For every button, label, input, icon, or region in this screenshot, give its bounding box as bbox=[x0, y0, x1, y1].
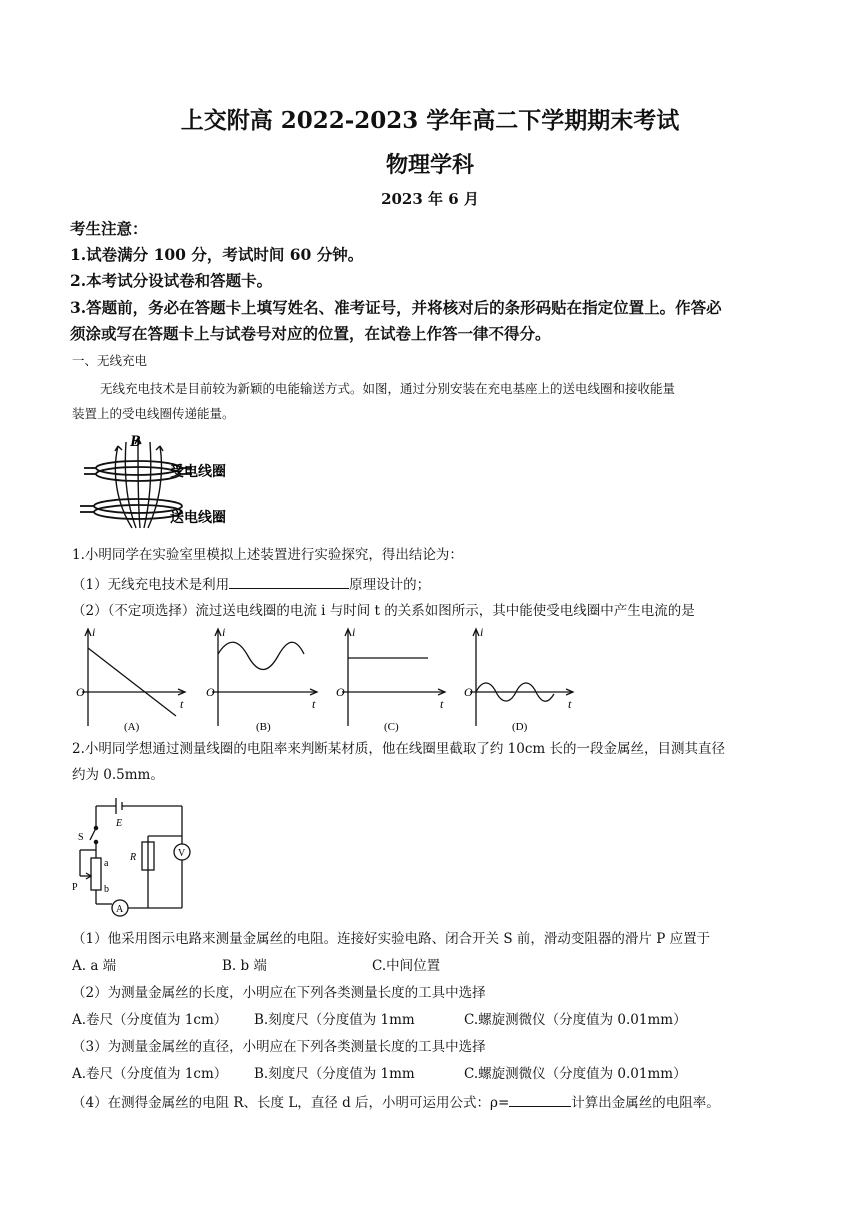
graph-c-label: (C) bbox=[384, 721, 399, 733]
graph-a-x: t bbox=[180, 697, 184, 711]
q2-part1-option-b[interactable]: B. b 端 bbox=[222, 958, 267, 974]
graph-c-x: t bbox=[440, 697, 444, 711]
q1-stem: 1.小明同学在实验室里模拟上述装置进行实验探究，得出结论为： bbox=[72, 547, 463, 563]
graph-d-origin: O bbox=[464, 685, 473, 699]
notice-item-3-cont: 须涂或写在答题卡上与试卷号对应的位置，在试卷上作答一律不得分。 bbox=[70, 324, 551, 343]
graph-d-y: i bbox=[480, 625, 484, 639]
q2-part1-options bbox=[72, 957, 772, 975]
q2-part1-option-a[interactable]: A. a 端 bbox=[72, 958, 117, 974]
switch-label: S bbox=[78, 832, 84, 843]
q1-part1-blank[interactable] bbox=[229, 574, 349, 589]
q2-part3-option-b[interactable]: B.刻度尺（分度值为 1mm bbox=[254, 1066, 415, 1082]
q2-part4-blank[interactable] bbox=[509, 1092, 571, 1107]
q2-part3-option-c[interactable]: C.螺旋测微仪（分度值为 0.01mm） bbox=[464, 1066, 687, 1082]
q2-part2-option-a[interactable]: A.卷尺（分度值为 1cm） bbox=[72, 1012, 228, 1028]
notice-item-3: 3.答题前，务必在答题卡上填写姓名、准考证号，并将核对后的条形码贴在指定位置上。作答必 bbox=[70, 298, 722, 317]
battery-label: E bbox=[116, 818, 123, 829]
graph-d-label: (D) bbox=[512, 721, 528, 733]
graph-a-label: (A) bbox=[124, 721, 140, 733]
end-a-label: a bbox=[104, 858, 109, 869]
q2-stem-2: 约为 0.5mm。 bbox=[72, 767, 164, 783]
graph-d-x: t bbox=[568, 697, 572, 711]
coil-figure bbox=[72, 432, 262, 532]
slider-label: P bbox=[72, 882, 78, 893]
q2-part3: （3）为测量金属丝的直径，小明应在下列各类测量长度的工具中选择 bbox=[72, 1039, 486, 1055]
exam-title: 上交附高 2022-2023 学年高二下学期期末考试 bbox=[180, 107, 680, 134]
notice-item-2: 2.本考试分设试卷和答题卡。 bbox=[70, 271, 273, 290]
graph-b-y: i bbox=[222, 625, 226, 639]
end-b-label: b bbox=[104, 884, 109, 895]
q2-part4-before: （4）在测得金属丝的电阻 R、长度 L，直径 d 后，小明可运用公式：ρ= bbox=[72, 1095, 510, 1111]
receive-coil-label: 受电线圈 bbox=[170, 465, 226, 480]
graph-a-y: i bbox=[92, 625, 96, 639]
q2-part2-option-b[interactable]: B.刻度尺（分度值为 1mm bbox=[254, 1012, 415, 1028]
q2-part2: （2）为测量金属丝的长度，小明应在下列各类测量长度的工具中选择 bbox=[72, 985, 486, 1001]
q2-part1: （1）他采用图示电路来测量金属丝的电阻。连接好实验电路、闭合开关 S 前，滑动变阻器的滑片 P 应置于 bbox=[72, 931, 711, 947]
circuit-diagram bbox=[72, 792, 212, 920]
q2-part4 bbox=[72, 1092, 720, 1112]
current-graphs bbox=[72, 624, 592, 734]
q2-part3-options bbox=[72, 1065, 792, 1083]
resistor-label: R bbox=[130, 852, 137, 863]
exam-subject: 物理学科 bbox=[385, 152, 474, 178]
graph-b-label: (B) bbox=[256, 721, 271, 733]
q2-stem-1: 2.小明同学想通过测量线圈的电阻率来判断某材质，他在线圈里截取了约 10cm 长的一段金属丝，目测其直径 bbox=[72, 741, 726, 757]
ammeter-label: A bbox=[116, 904, 124, 915]
q2-part2-options bbox=[72, 1011, 792, 1029]
q1-part1-after: 原理设计的； bbox=[349, 577, 431, 593]
section-intro-2: 装置上的受电线圈传递能量。 bbox=[72, 406, 235, 421]
graph-b-x: t bbox=[312, 697, 316, 711]
field-label: B bbox=[130, 433, 141, 450]
q2-part3-option-a[interactable]: A.卷尺（分度值为 1cm） bbox=[72, 1066, 228, 1082]
graph-c-y: i bbox=[352, 625, 356, 639]
q2-part2-option-c[interactable]: C.螺旋测微仪（分度值为 0.01mm） bbox=[464, 1012, 687, 1028]
voltmeter-label: V bbox=[178, 848, 186, 859]
exam-date: 2023 年 6 月 bbox=[381, 190, 479, 208]
q2-part1-option-c[interactable]: C.中间位置 bbox=[372, 958, 441, 974]
graph-a-origin: O bbox=[76, 685, 85, 699]
notice-item-1: 1.试卷满分 100 分，考试时间 60 分钟。 bbox=[70, 245, 364, 264]
q1-part1-before: （1）无线充电技术是利用 bbox=[72, 577, 230, 593]
q1-part1 bbox=[72, 574, 430, 594]
q1-part2: （2）（不定项选择）流过送电线圈的电流 i 与时间 t 的关系如图所示，其中能使受电线圈中产生电流的是 bbox=[72, 603, 695, 619]
section-heading: 一、无线充电 bbox=[72, 353, 148, 368]
q2-part4-after: 计算出金属丝的电阻率。 bbox=[571, 1095, 720, 1111]
section-intro-1: 无线充电技术是目前较为新颖的电能输送方式。如图，通过分别安装在充电基座上的送电线圈和接收能量 bbox=[100, 381, 676, 396]
graph-b-origin: O bbox=[206, 685, 215, 699]
send-coil-label: 送电线圈 bbox=[170, 511, 226, 526]
graph-c-origin: O bbox=[336, 685, 345, 699]
notice-heading: 考生注意： bbox=[70, 219, 148, 238]
